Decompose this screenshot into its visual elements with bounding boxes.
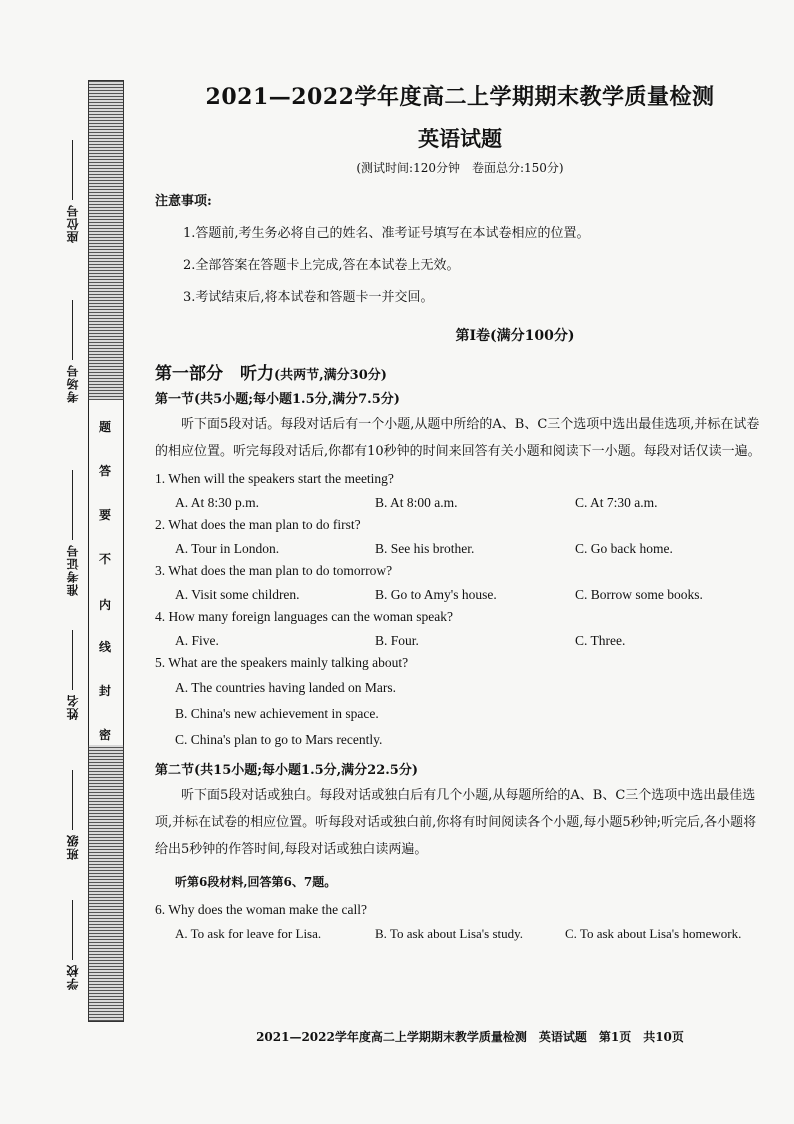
option-c[interactable]: C. At 7:30 a.m. <box>575 495 658 510</box>
option-a[interactable]: A. The countries having landed on Mars. <box>175 680 396 695</box>
option-b[interactable]: B. At 8:00 a.m. <box>375 495 458 510</box>
question-text: 4. How many foreign languages can the woman speak? <box>155 609 454 624</box>
question-2 <box>155 517 765 557</box>
question-text: 2. What does the man plan to do first? <box>155 517 361 532</box>
question-text: 6. Why does the woman make the call? <box>155 902 367 917</box>
option-a[interactable]: A. To ask for leave for Lisa. <box>175 926 322 941</box>
option-b[interactable]: B. Go to Amy's house. <box>375 587 497 602</box>
notice-heading: 注意事项: <box>155 194 212 209</box>
exam-room-field[interactable]: 考场号 <box>60 300 84 407</box>
school-field[interactable]: 学校 <box>60 900 84 994</box>
section-heading: 第一节(共5小题;每小题1.5分,满分7.5分) <box>155 392 400 407</box>
options <box>175 633 765 649</box>
seal-char: 答 <box>98 464 111 478</box>
seal-char: 密 <box>98 728 111 742</box>
exam-page <box>155 80 765 942</box>
question-text: 1. When will the speakers start the meeting? <box>155 471 394 486</box>
binding-margin <box>0 0 145 1124</box>
notice-item: 2.全部答案在答题卡上完成,答在本试卷上无效。 <box>183 258 460 273</box>
section-heading: 第二节(共15小题;每小题1.5分,满分22.5分) <box>155 763 418 778</box>
notice-item: 1.答题前,考生务必将自己的姓名、准考证号填写在本试卷相应的位置。 <box>183 226 590 241</box>
page-footer: 2021—2022学年度高二上学期期末教学质量检测 英语试题 第1页 共10页 <box>256 1030 684 1044</box>
option-c[interactable]: C. Borrow some books. <box>575 587 703 602</box>
section-instructions: 听下面5段对话。每段对话后有一个小题,从题中所给的A、B、C三个选项中选出最佳选项,并标在试卷的相应位置。听完每段对话后,你都有10秒钟的时间来回答有关小题和阅读下一小题。每段对话仅读一遍。 <box>155 417 761 459</box>
question-5 <box>155 655 765 749</box>
notice-item: 3.考试结束后,将本试卷和答题卡一并交回。 <box>183 290 434 305</box>
option-c[interactable]: C. Go back home. <box>575 541 673 556</box>
seal-char: 内 <box>98 598 111 612</box>
section-instructions: 听下面5段对话或独白。每段对话或独白后有几个小题,从每题所给的A、B、C三个选项中选出最佳选项,并标在试卷的相应位置。听每段对话或独白前,你将有时间阅读各个小题,每小题5秒钟;听完后,各小题将给出5秒钟的作答时间,每段对话或独白读两遍。 <box>155 788 757 857</box>
options <box>175 541 765 557</box>
options <box>175 495 765 511</box>
option-b[interactable]: B. See his brother. <box>375 541 475 556</box>
seal-char: 封 <box>98 684 111 698</box>
part-note: (共两节,满分30分) <box>274 368 387 383</box>
part-heading <box>155 359 765 384</box>
option-b[interactable]: B. To ask about Lisa's study. <box>375 926 524 941</box>
option-b[interactable]: B. Four. <box>375 633 419 648</box>
seal-char: 题 <box>98 420 111 434</box>
options <box>175 587 765 603</box>
question-text: 5. What are the speakers mainly talking about? <box>155 655 409 670</box>
question-3 <box>155 563 765 603</box>
options <box>175 926 765 942</box>
option-c[interactable]: C. Three. <box>575 633 626 648</box>
exam-title: 2021—2022学年度高二上学期期末教学质量检测 <box>205 84 715 110</box>
option-a[interactable]: A. Tour in London. <box>175 541 280 556</box>
seal-char: 要 <box>98 508 111 522</box>
seat-number-field[interactable]: 座位号 <box>60 140 84 247</box>
seal-char: 不 <box>98 552 111 566</box>
part-title: 第一部分 听力 <box>155 364 274 384</box>
admission-number-field[interactable]: 准考证号 <box>60 470 84 600</box>
option-a[interactable]: A. Visit some children. <box>175 587 300 602</box>
option-b[interactable]: B. China's new achievement in space. <box>175 706 379 721</box>
exam-meta: (测试时间:120分钟 卷面总分:150分) <box>356 161 564 175</box>
listen-note: 听第6段材料,回答第6、7题。 <box>175 875 337 889</box>
question-6 <box>155 902 765 942</box>
option-c[interactable]: C. To ask about Lisa's homework. <box>565 926 742 941</box>
option-c[interactable]: C. China's plan to go to Mars recently. <box>175 732 383 747</box>
option-a[interactable]: A. Five. <box>175 633 219 648</box>
option-a[interactable]: A. At 8:30 p.m. <box>175 495 260 510</box>
volume-heading: 第Ⅰ卷(满分100分) <box>455 328 575 344</box>
name-field[interactable]: 姓名 <box>60 630 84 724</box>
question-1 <box>155 471 765 511</box>
question-4 <box>155 609 765 649</box>
question-text: 3. What does the man plan to do tomorrow? <box>155 563 393 578</box>
seal-char: 线 <box>98 640 111 654</box>
class-field[interactable]: 班级 <box>60 770 84 864</box>
exam-subtitle: 英语试题 <box>418 126 502 151</box>
